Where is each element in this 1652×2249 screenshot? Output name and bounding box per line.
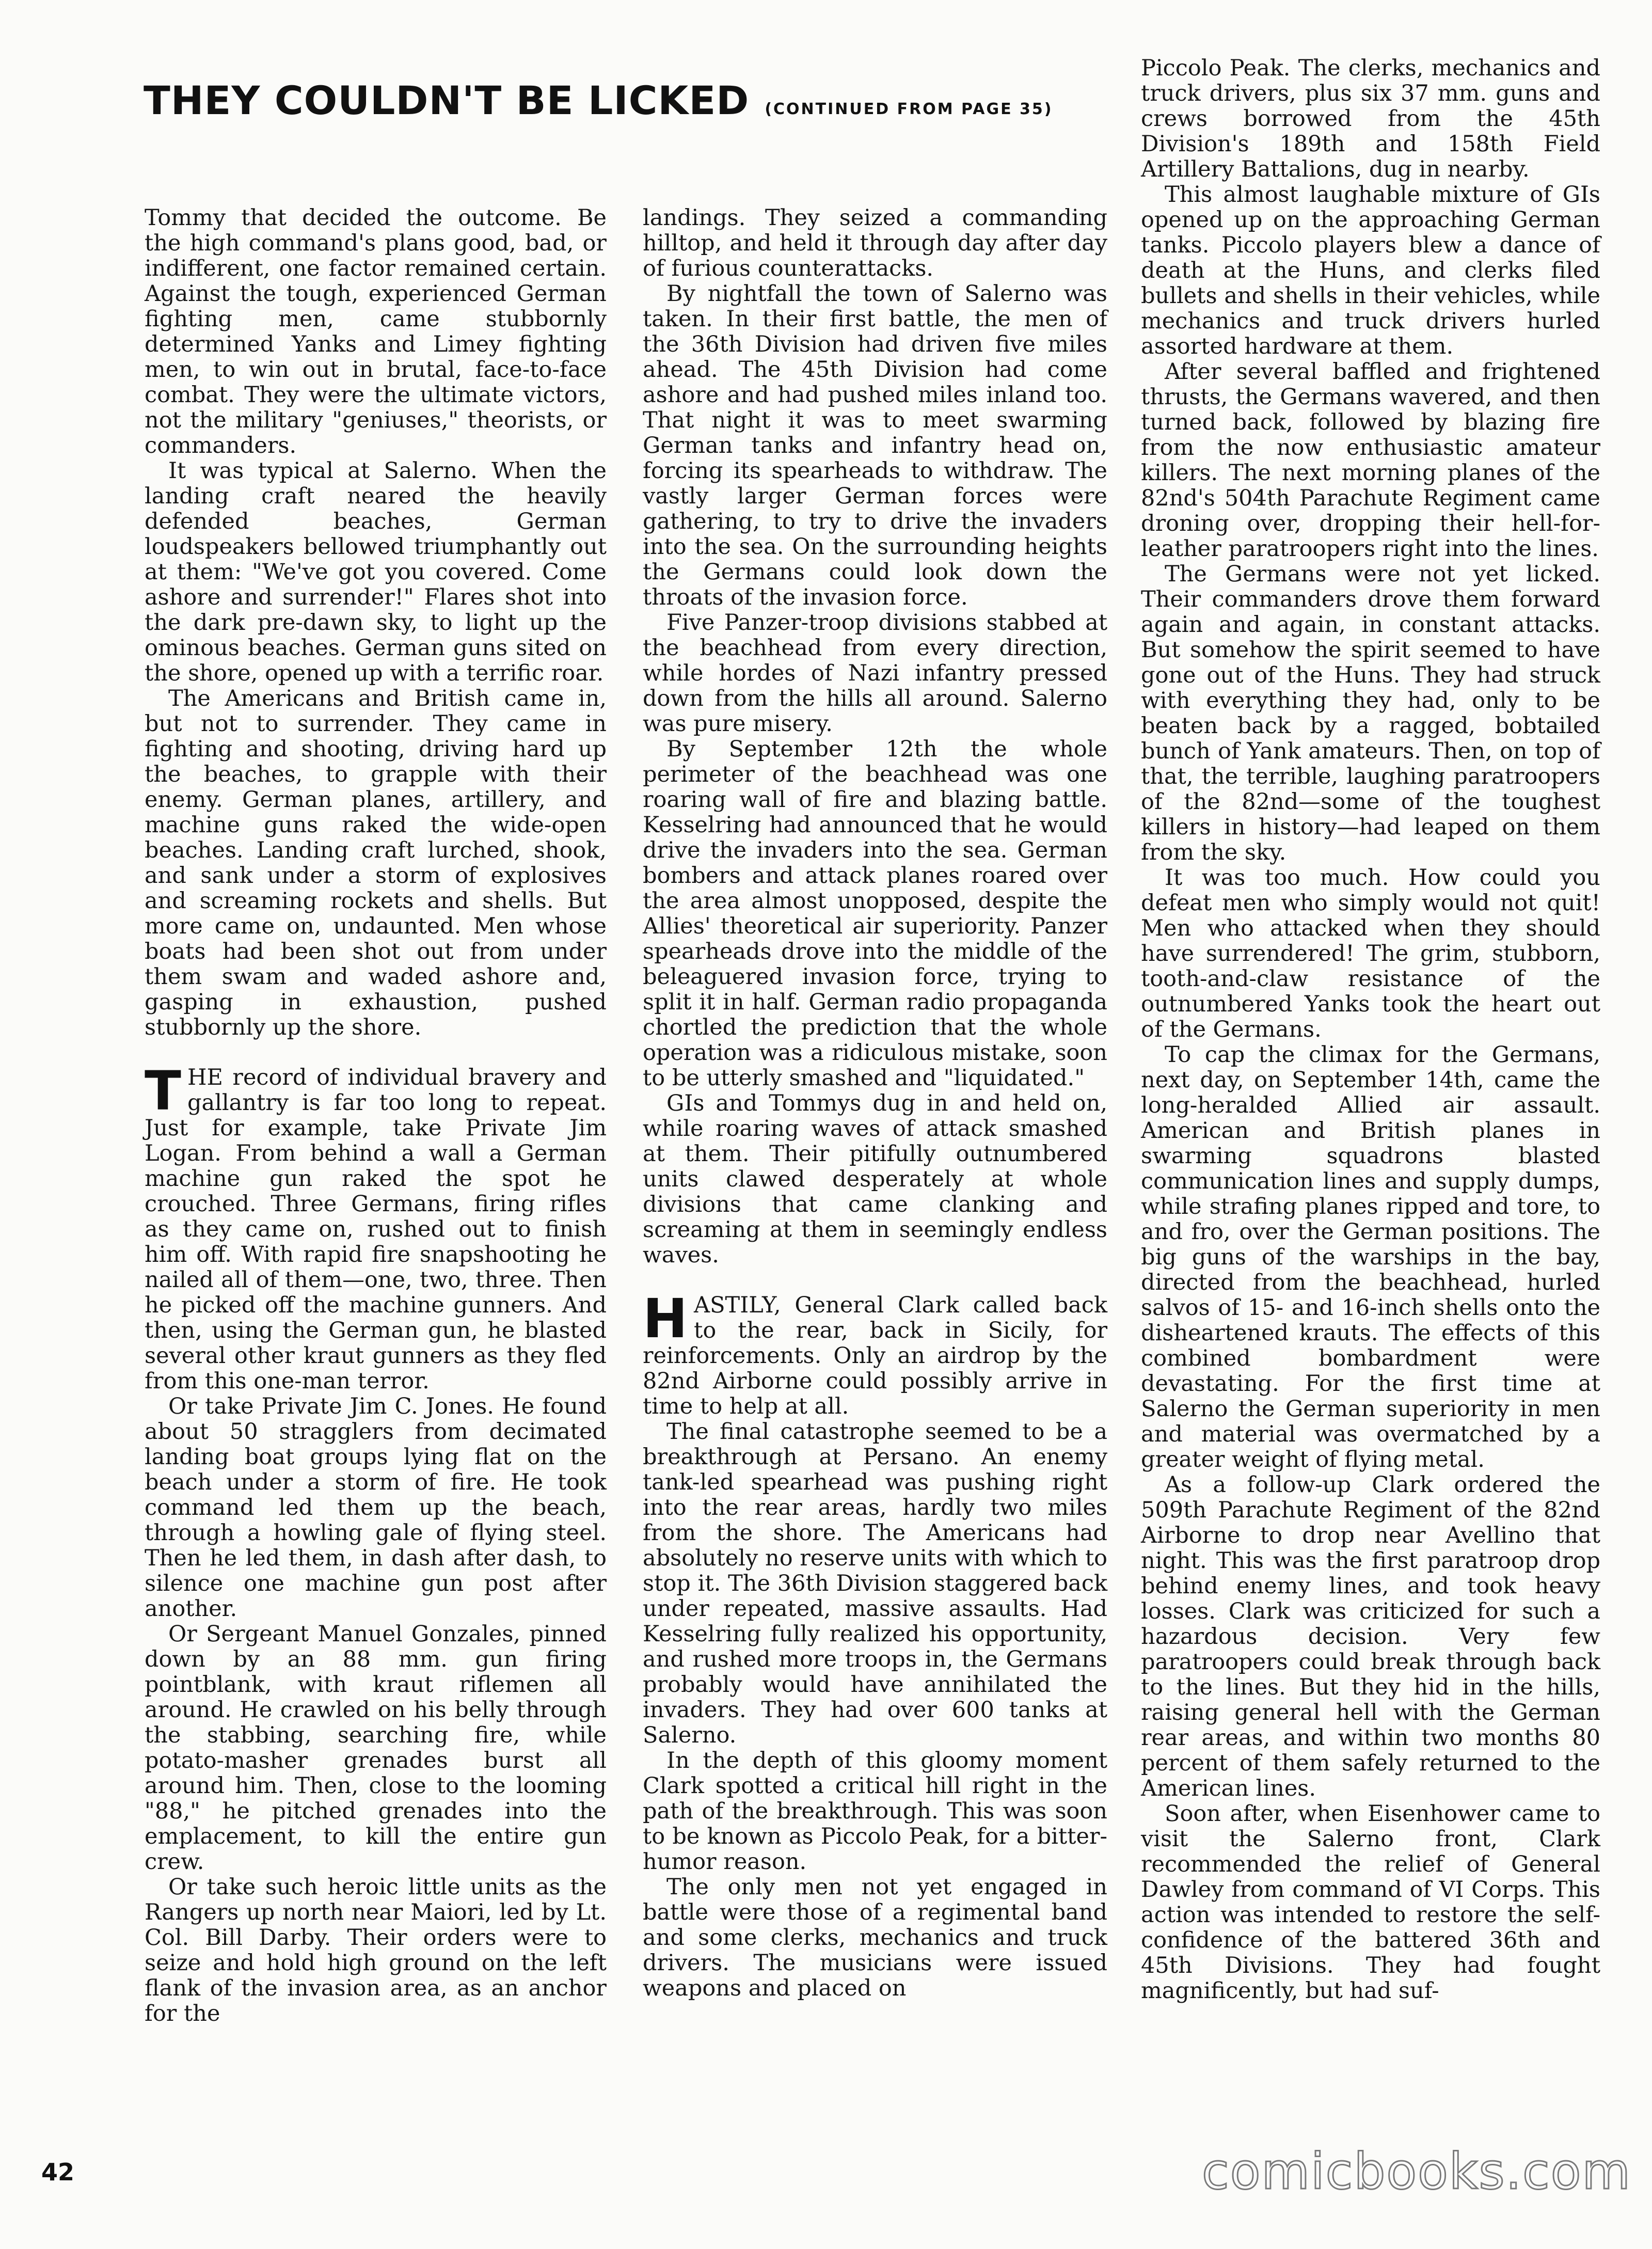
paragraph: Or Sergeant Manuel Gonzales, pinned down by an 88 mm. gun firing pointblank, with kraut riflemen all around. He crawled on his belly through the stabbing, searching fire, while potato-masher grenades burst all around him. Then, close to the looming "88," he pitched grenades into the emplacement, to kill the entire gun crew. [145, 1621, 607, 1875]
paragraph: The Germans were not yet licked. Their commanders drove them forward again and again, in constant attacks. But somehow the spirit seemed to have gone out of the Huns. They had struck with everything they had, only to be beaten back by a ragged, bobtailed bunch of Yank amateurs. Then, on top of that, the terrible, laughing paratroopers of the 82nd—some of the toughest killers in history—had leaped on them from the sky. [1141, 561, 1600, 865]
article-header [144, 77, 1124, 134]
paragraph: GIs and Tommys dug in and held on, while roaring waves of attack smashed at them. Their pitifully outnumbered units clawed desperately at whole divisions that came clanking and screaming at them in seemingly endless waves. [643, 1090, 1107, 1268]
paragraph: As a follow-up Clark ordered the 509th Parachute Regiment of the 82nd Airborne to drop near Avellino that night. This was the first paratroop drop behind enemy lines, and took heavy losses. Clark was criticized for such a hazardous decision. Very few paratroopers could break through back to the lines. But they hid in the hills, raising general hell with the German rear areas, and within two months 80 percent of them safely returned to the American lines. [1141, 1472, 1600, 1801]
paragraph-with-dropcap [145, 1059, 607, 1394]
paragraph: To cap the climax for the Germans, next day, on September 14th, came the long-heralded Allied air assault. American and British planes in swarming squadrons blasted communication lines and supply dumps, while strafing planes ripped and tore, to and fro, over the German positions. The big guns of the warships in the bay, directed from the beachhead, hurled salvos of 15- and 16-inch shells onto the disheartened krauts. The effects of this combined bombardment were devastating. For the first time at Salerno the German superiority in men and material was overmatched by a greater weight of flying metal. [1141, 1042, 1600, 1472]
text-column-1 [145, 205, 607, 2026]
page-number: 42 [41, 2158, 75, 2186]
paragraph-with-dropcap [643, 1287, 1107, 1419]
paragraph-text: HE record of individual bravery and gallantry is far too long to repeat. Just for example, take Private Jim Logan. From behind a wall a German machine gun raked the spot he crouched. Three Germans, firing rifles as they came on, rushed out to finish him off. With rapid fire snapshooting he nailed all of them—one, two, three. Then he picked off the machine gunners. And then, using the German gun, he blasted several other kraut gunners as they fled from this one-man terror. [145, 1065, 607, 1394]
article-title: THEY COULDN'T BE LICKED [144, 77, 750, 123]
paragraph: It was too much. How could you defeat men who simply would not quit! Men who attacked when they should have surrendered! The grim, stubborn, tooth-and-claw resistance of the outnumbered Yanks took the heart out of the Germans. [1141, 865, 1600, 1042]
paragraph: Or take such heroic little units as the Rangers up north near Maiori, led by Lt. Col. Bill Darby. Their orders were to seize and hold high ground on the left flank of the invasion area, as an anchor for the [145, 1874, 607, 2026]
paragraph: It was typical at Salerno. When the landing craft neared the heavily defended beaches, German loudspeakers bellowed triumphantly out at them: "We've got you covered. Come ashore and surrender!" Flares shot into the dark pre-dawn sky, to light up the ominous beaches. German guns sited on the shore, opened up with a terrific roar. [145, 458, 607, 686]
paragraph: By nightfall the town of Salerno was taken. In their first battle, the men of the 36th Division had driven five miles ahead. The 45th Division had come ashore and had pushed miles inland too. That night it was to meet swarming German tanks and infantry head on, forcing its spearheads to withdraw. The vastly larger German forces were gathering, to try to drive the invaders into the sea. On the surrounding heights the Germans could look down the throats of the invasion force. [643, 281, 1107, 610]
paragraph: Piccolo Peak. The clerks, mechanics and truck drivers, plus six 37 mm. guns and crews borrowed from the 45th Division's 189th and 158th Field Artillery Battalions, dug in nearby. [1141, 55, 1600, 182]
paragraph: landings. They seized a commanding hilltop, and held it through day after day of furious counterattacks. [643, 205, 1107, 281]
paragraph: The only men not yet engaged in battle were those of a regimental band and some clerks, mechanics and truck drivers. The musicians were issued weapons and placed on [643, 1874, 1107, 2001]
paragraph-text: ASTILY, General Clark called back to the rear, back in Sicily, for reinforcements. Only an airdrop by the 82nd Airborne could possibly arrive in time to help at all. [643, 1292, 1107, 1419]
paragraph: Soon after, when Eisenhower came to visit the Salerno front, Clark recommended the relief of General Dawley from command of VI Corps. This action was intended to restore the self-confidence of the battered 36th and 45th Divisions. They had fought magnificently, but had suf- [1141, 1801, 1600, 2004]
paragraph: Tommy that decided the outcome. Be the high command's plans good, bad, or indifferent, one factor remained certain. Against the tough, experienced German fighting men, came stubbornly determined Yanks and Limey fighting men, to win out in brutal, face-to-face combat. They were the ultimate victors, not the military "geniuses," theorists, or commanders. [145, 205, 607, 458]
text-column-3 [1141, 56, 1600, 2004]
paragraph: This almost laughable mixture of GIs opened up on the approaching German tanks. Piccolo players blew a dance of death at the Huns, and clerks filed bullets and shells in their vehicles, while mechanics and truck drivers hurled assorted hardware at them. [1141, 182, 1600, 359]
paragraph: The final catastrophe seemed to be a breakthrough at Persano. An enemy tank-led spearhead was pushing right into the rear areas, hardly two miles from the shore. The Americans had absolutely no reserve units with which to stop it. The 36th Division staggered back under repeated, massive assaults. Had Kesselring fully realized his opportunity, and rushed more troops in, the Germans probably would have annihilated the invaders. They had over 600 tanks at Salerno. [643, 1419, 1107, 1748]
watermark-logo: comicbooks.com [1201, 2143, 1631, 2200]
continued-note: (CONTINUED FROM PAGE 35) [765, 100, 1053, 118]
drop-cap: T [145, 1059, 181, 1122]
paragraph: By September 12th the whole perimeter of the beachhead was one roaring wall of fire and blazing battle. Kesselring had announced that he would drive the invaders into the sea. German bombers and attack planes roared over the area almost unopposed, despite the Allies' theoretical air superiority. Panzer spearheads drove into the middle of the beleaguered invasion force, trying to split it in half. German radio propaganda chortled the prediction that the whole operation was a ridiculous mistake, soon to be utterly smashed and "liquidated." [643, 736, 1107, 1091]
paragraph: In the depth of this gloomy moment Clark spotted a critical hill right in the path of the breakthrough. This was soon to be known as Piccolo Peak, for a bitter-humor reason. [643, 1748, 1107, 1875]
paragraph: After several baffled and frightened thrusts, the Germans wavered, and then turned back, followed by blazing fire from the now enthusiastic amateur killers. The next morning planes of the 82nd's 504th Parachute Regiment came droning over, dropping their hell-for-leather paratroopers right into the lines. [1141, 359, 1600, 562]
paragraph: Or take Private Jim C. Jones. He found about 50 stragglers from decimated landing boat groups lying flat on the beach under a storm of fire. He took command led them up the beach, through a howling gale of flying steel. Then he led them, in dash after dash, to silence one machine gun post after another. [145, 1393, 607, 1622]
paragraph: The Americans and British came in, but not to surrender. They came in fighting and shooting, driving hard up the beaches, to grapple with their enemy. German planes, artillery, and machine guns raked the wide-open beaches. Landing craft lurched, shook, and sank under a storm of explosives and screaming rockets and shells. But more came on, undaunted. Men whose boats had been shot out from under them swam and waded ashore and, gasping in exhaustion, pushed stubbornly up the shore. [145, 686, 607, 1040]
paragraph: Five Panzer-troop divisions stabbed at the beachhead from every direction, while hordes of Nazi infantry pressed down from the hills all around. Salerno was pure misery. [643, 610, 1107, 737]
text-column-2 [643, 205, 1107, 2001]
drop-cap: H [643, 1287, 688, 1350]
